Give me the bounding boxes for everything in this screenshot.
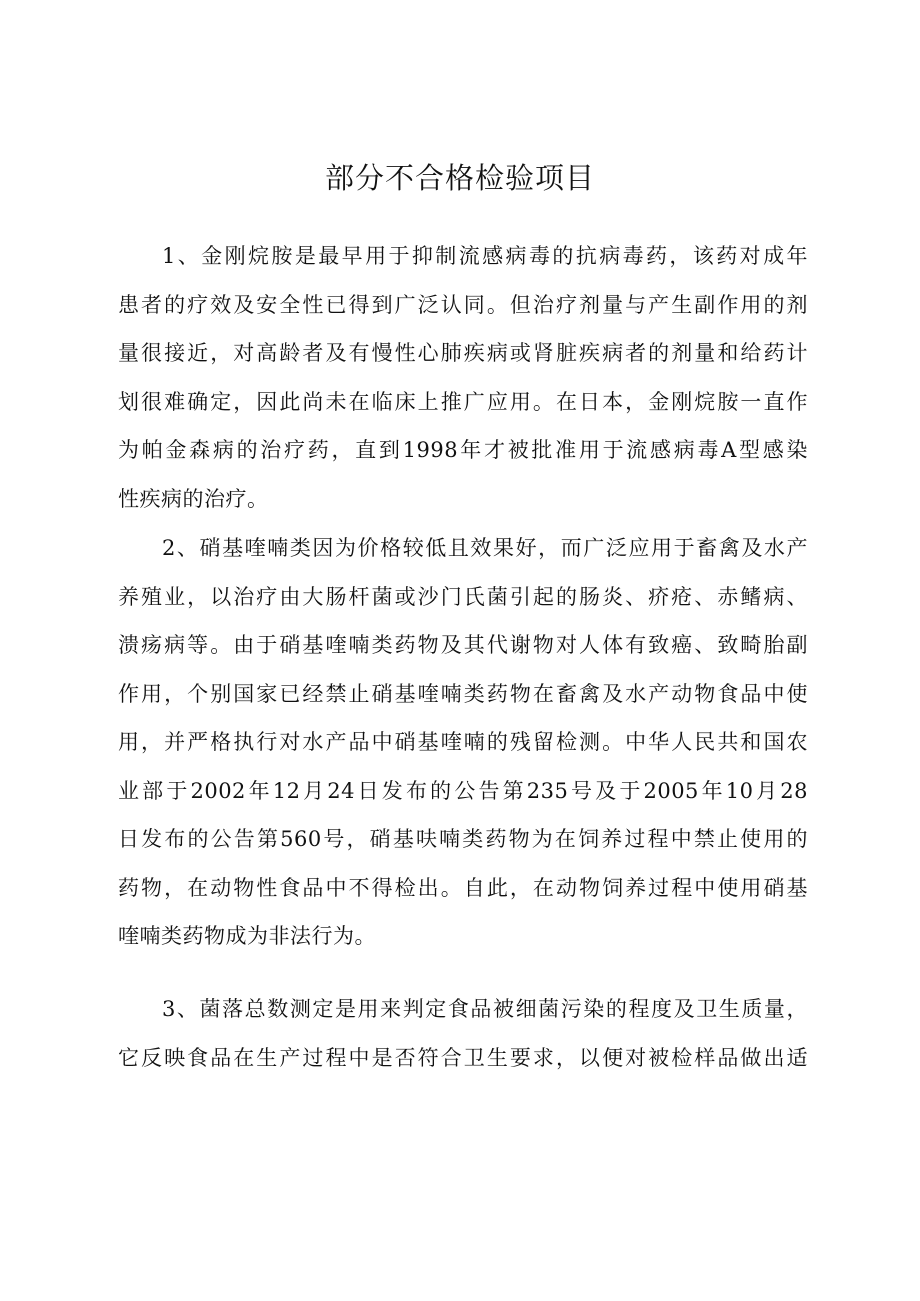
- paragraph-line: 业部于2002年12月24日发布的公告第235号及于2005年10月28: [118, 778, 808, 803]
- paragraph-2: [118, 524, 808, 961]
- paragraph-line: 为帕金森病的治疗药，直到1998年才被批准用于流感病毒A型感染: [118, 438, 808, 462]
- paragraph-line: 量很接近，对高龄者及有慢性心肺疾病或肾脏疾病者的剂量和给药计: [118, 341, 808, 365]
- document-title: 部分不合格检验项目: [324, 161, 595, 195]
- paragraph-line: 喹喃类药物成为非法行为。: [118, 924, 376, 948]
- paragraph-line: 划很难确定，因此尚未在临床上推广应用。在日本，金刚烷胺一直作: [118, 389, 808, 414]
- paragraph-line: 养殖业，以治疗由大肠杆菌或沙门氏菌引起的肠炎、疥疮、赤鳍病、: [118, 584, 808, 609]
- paragraph-line: 1、金刚烷胺是最早用于抑制流感病毒的抗病毒药，该药对成年: [162, 244, 808, 268]
- paragraph-line: 作用，个别国家已经禁止硝基喹喃类药物在畜禽及水产动物食品中使: [118, 681, 808, 706]
- paragraph-line: 3、菌落总数测定是用来判定食品被细菌污染的程度及卫生质量，: [162, 997, 808, 1021]
- paragraph-line: 用，并严格执行对水产品中硝基喹喃的残留检测。中华人民共和国农: [118, 730, 808, 754]
- paragraph-3: [118, 985, 808, 1082]
- paragraph-line: 它反映食品在生产过程中是否符合卫生要求，以便对被检样品做出适: [118, 1045, 808, 1070]
- paragraph-line: 患者的疗效及安全性已得到广泛认同。但治疗剂量与产生副作用的剂: [118, 292, 808, 317]
- paragraph-1: [118, 232, 808, 523]
- paragraph-line: 日发布的公告第560号，硝基呋喃类药物为在饲养过程中禁止使用的: [118, 827, 808, 851]
- paragraph-line: 药物，在动物性食品中不得检出。自此，在动物饲养过程中使用硝基: [118, 875, 808, 900]
- paragraph-line: 性疾病的治疗。: [118, 486, 269, 511]
- paragraph-line: 溃疡病等。由于硝基喹喃类药物及其代谢物对人体有致癌、致畸胎副: [118, 633, 808, 657]
- paragraph-line: 2、硝基喹喃类因为价格较低且效果好，而广泛应用于畜禽及水产: [162, 536, 808, 560]
